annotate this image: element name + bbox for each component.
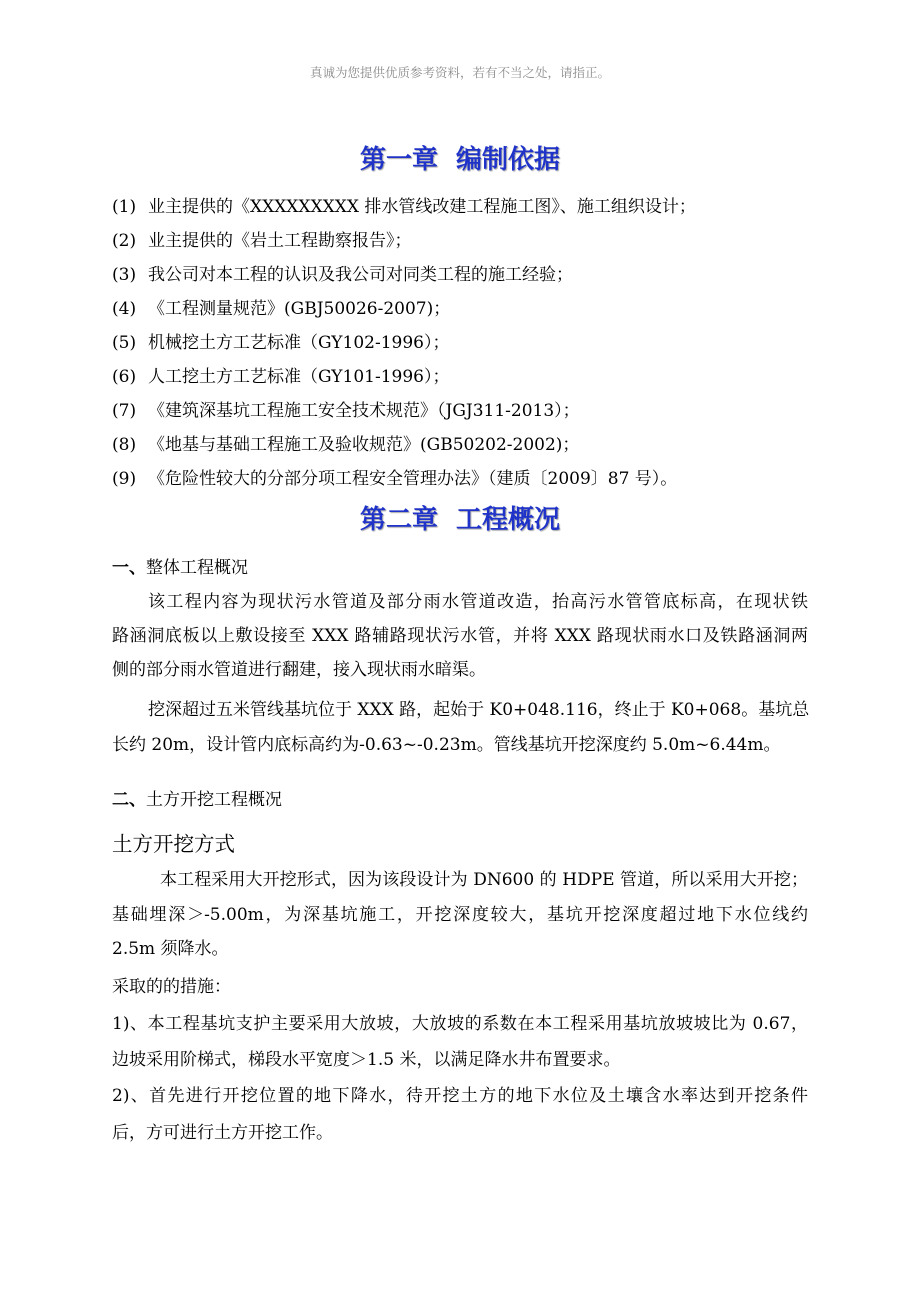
list-item xyxy=(112,258,808,292)
paragraph-line: 挖深超过五米管线基坑位于 XXX 路，起始于 K0+048.116，终止于 K0+068。基坑总 xyxy=(148,700,810,720)
list-item xyxy=(112,462,808,496)
measure-line: 1)、本工程基坑支护主要采用大放坡，大放坡的系数在本工程采用基坑放坡坡比为 0.67， xyxy=(112,1014,808,1034)
subsection-title: 土方开挖方式 xyxy=(112,832,235,856)
item-text: 《工程测量规范》(GBJ50026-2007)； xyxy=(148,299,451,319)
section-heading xyxy=(112,783,808,817)
measure-item xyxy=(112,1078,808,1152)
item-text: 《地基与基础工程施工及验收规范》(GB50202-2002)； xyxy=(148,435,580,455)
section-heading xyxy=(112,551,808,585)
chapter-title: 第一章 编制依据 xyxy=(359,145,561,175)
paragraph xyxy=(112,863,808,967)
item-text: 业主提供的《岩土工程勘察报告》； xyxy=(148,231,412,251)
item-number: (1) xyxy=(112,197,137,217)
basis-list xyxy=(112,190,808,496)
measures-label: 采取的的措施： xyxy=(112,977,231,997)
list-item xyxy=(112,224,808,258)
item-number: (5) xyxy=(112,333,137,353)
paragraph-line: 路涵洞底板以上敷设接至 XXX 路辅路现状污水管，并将 XXX 路现状雨水口及铁路涵洞两 xyxy=(112,626,808,646)
chapter-title: 第二章 工程概况 xyxy=(359,505,561,535)
item-text: 业主提供的《XXXXXXXXX 排水管线改建工程施工图》、施工组织设计； xyxy=(148,197,696,217)
paragraph-line: 侧的部分雨水管道进行翻建，接入现状雨水暗渠。 xyxy=(112,660,486,680)
item-text: 人工挖土方工艺标准（GY101-1996）； xyxy=(148,367,450,387)
item-number: (9) xyxy=(112,469,137,489)
list-item xyxy=(112,190,808,224)
measure-line: 后，方可进行土方开挖工作。 xyxy=(112,1123,333,1143)
item-text: 《建筑深基坑工程施工安全技术规范》（JGJ311-2013）； xyxy=(148,401,580,421)
section-title: 土方开挖工程概况 xyxy=(146,790,282,810)
list-item xyxy=(112,292,808,326)
item-number: (3) xyxy=(112,265,137,285)
item-number: (7) xyxy=(112,401,137,421)
paragraph-line: 基础埋深＞-5.00m，为深基坑施工，开挖深度较大，基坑开挖深度超过地下水位线约 xyxy=(112,904,808,925)
section-title: 整体工程概况 xyxy=(146,558,248,578)
item-number: (4) xyxy=(112,299,137,319)
item-text: 机械挖土方工艺标准（GY102-1996）； xyxy=(148,333,450,353)
measure-item xyxy=(112,1006,808,1078)
measure-line: 边坡采用阶梯式，梯段水平宽度＞1.5 米，以满足降水井布置要求。 xyxy=(112,1050,621,1070)
section-number: 一、 xyxy=(112,558,146,578)
list-item xyxy=(112,326,808,360)
paragraph-line: 该工程内容为现状污水管道及部分雨水管道改造，抬高污水管管底标高，在现状铁 xyxy=(148,592,808,612)
paragraph-line: 2.5m 须降水。 xyxy=(112,939,229,959)
section-number: 二、 xyxy=(112,790,146,810)
list-item xyxy=(112,428,808,462)
item-text: 我公司对本工程的认识及我公司对同类工程的施工经验； xyxy=(148,265,573,285)
paragraph-line: 本工程采用大开挖形式，因为该段设计为 DN600 的 HDPE 管道，所以采用大开挖； xyxy=(160,870,808,890)
paragraph-line: 长约 20m，设计管内底标高约为-0.63~-0.23m。管线基坑开挖深度约 5.0m~6.44m。 xyxy=(112,735,781,755)
item-number: (8) xyxy=(112,435,137,455)
paragraph xyxy=(112,585,808,687)
item-text: 《危险性较大的分部分项工程安全管理办法》（建质〔2009〕87 号）。 xyxy=(148,469,678,489)
item-number: (2) xyxy=(112,231,137,251)
item-number: (6) xyxy=(112,367,137,387)
measure-line: 2)、首先进行开挖位置的地下降水，待开挖土方的地下水位及土壤含水率达到开挖条件 xyxy=(112,1086,808,1106)
header-note: 真诚为您提供优质参考资料，若有不当之处，请指正。 xyxy=(309,65,610,80)
list-item xyxy=(112,360,808,394)
list-item xyxy=(112,394,808,428)
paragraph xyxy=(112,693,808,763)
